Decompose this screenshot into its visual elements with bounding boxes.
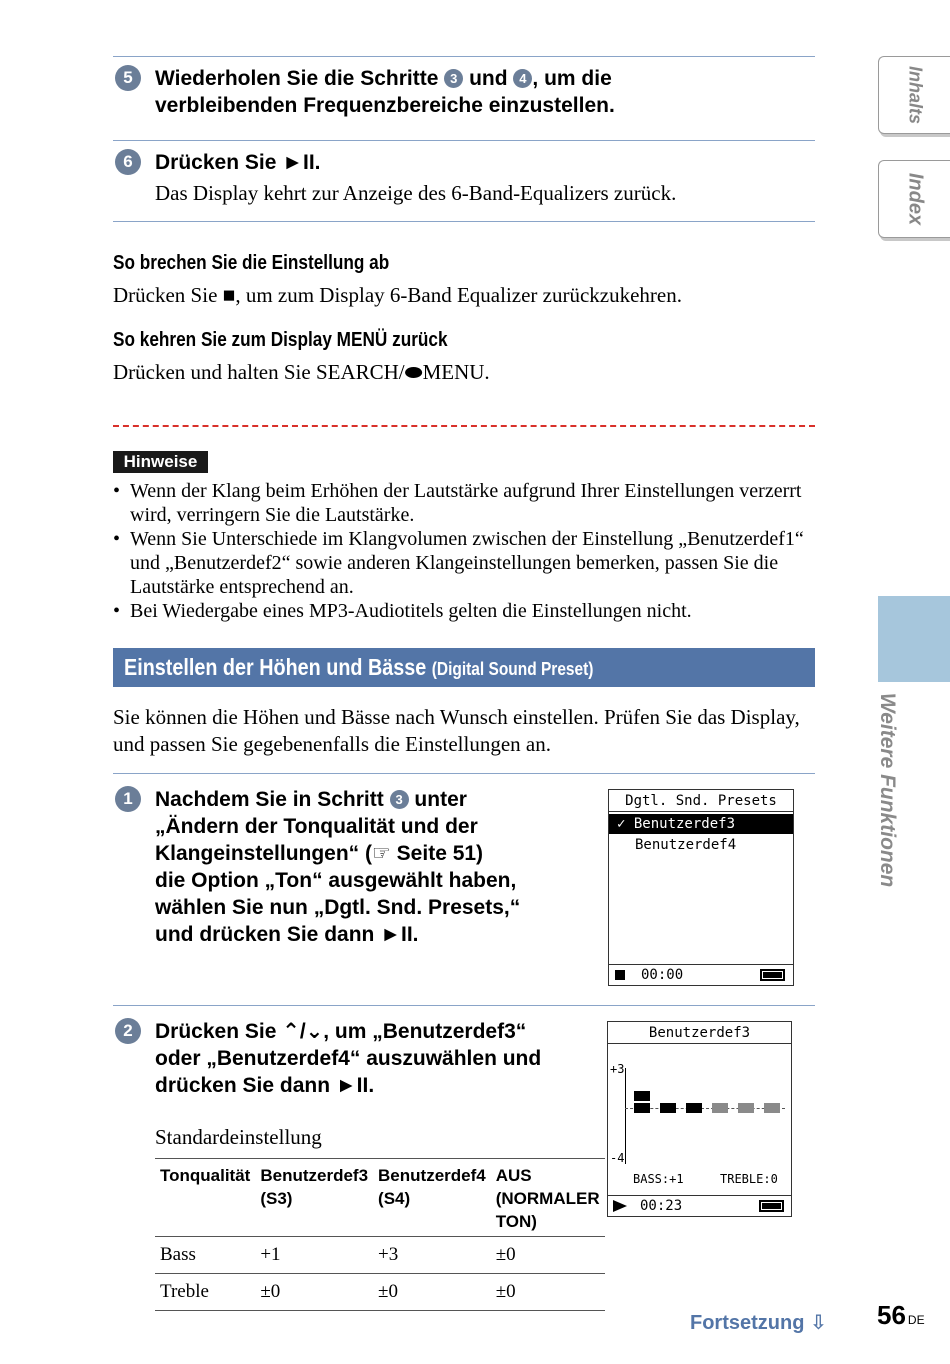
cancel-heading: So brechen Sie die Einstellung ab — [113, 252, 390, 274]
step-title — [155, 65, 615, 119]
step-title-text: Klangeinstellungen“ (☞ Seite 51) — [155, 842, 484, 865]
notes-badge: Hinweise — [113, 451, 208, 473]
display-status-bar — [608, 1195, 791, 1216]
display-title: Benutzerdef3 — [608, 1022, 791, 1044]
play-icon — [613, 1200, 627, 1212]
time-display: 00:23 — [640, 1198, 683, 1214]
step-title — [155, 1018, 541, 1099]
step-title-text: drücken Sie dann ►II. — [155, 1074, 375, 1097]
section-banner — [113, 648, 815, 687]
table-cell: +3 — [373, 1237, 491, 1274]
display-status-bar — [609, 964, 793, 985]
eq-band-block — [738, 1103, 754, 1113]
section-title — [124, 648, 593, 687]
section-side-label-text: Weitere Funktionen — [876, 692, 899, 888]
step-title-text: oder „Benutzerdef4“ auszuwählen und — [155, 1047, 542, 1070]
table-cell: ±0 — [491, 1237, 605, 1274]
eq-band-block — [712, 1103, 728, 1113]
preset-option: Benutzerdef4 — [635, 837, 737, 853]
continued-link[interactable]: Fortsetzung ⇩ — [690, 1312, 827, 1334]
contents-tab[interactable] — [878, 56, 950, 134]
divider — [113, 140, 815, 141]
section-marker — [878, 596, 950, 682]
display-equalizer — [607, 1021, 792, 1217]
index-tab-label: Index — [904, 172, 926, 226]
time-display: 00:00 — [641, 967, 684, 983]
step-body: Das Display kehrt zur Anzeige des 6-Band-Equalizers zurück. — [155, 181, 677, 205]
table-header: Benutzerdef4 (S4) — [378, 1166, 486, 1208]
eq-band-block — [634, 1103, 650, 1113]
page-number — [877, 1300, 925, 1331]
index-tab[interactable] — [878, 160, 950, 238]
step-title-text: wählen Sie nun „Dgtl. Snd. Presets,“ — [155, 896, 521, 919]
step-number: 1 — [115, 786, 141, 812]
section-subtitle: (Digital Sound Preset) — [431, 659, 594, 679]
contents-tab-label: Inhalts — [905, 65, 925, 125]
divider — [113, 221, 815, 222]
back-menu-heading: So kehren Sie zum Display MENÜ zurück — [113, 329, 448, 351]
bass-value: BASS:+1 — [633, 1172, 684, 1186]
battery-icon — [759, 1200, 784, 1212]
default-settings-table — [155, 1158, 605, 1311]
divider — [113, 1005, 815, 1006]
preset-selected: ✓ Benutzerdef3 — [609, 814, 793, 834]
table-cell: ±0 — [491, 1274, 605, 1311]
table-cell: ±0 — [373, 1274, 491, 1311]
display-presets — [608, 789, 794, 986]
eq-bars — [608, 1022, 791, 1172]
back-menu-text: Drücken und halten Sie SEARCH/⬬MENU. — [113, 360, 490, 384]
table-header: AUS (NORMALER TON) — [495, 1166, 600, 1231]
notes-list — [113, 479, 823, 623]
divider — [113, 773, 815, 774]
table-row — [155, 1274, 605, 1311]
step-title: Drücken Sie ►II. — [155, 151, 321, 174]
cancel-text: Drücken Sie ■, um zum Display 6-Band Equalizer zurückzukehren. — [113, 283, 682, 307]
eq-top-label: +3 — [610, 1062, 625, 1076]
battery-icon — [760, 969, 785, 981]
page-number-value: 56 — [877, 1300, 906, 1330]
step-ref: 3 — [390, 790, 409, 809]
table-cell: Treble — [155, 1274, 255, 1311]
step-title-text: , um die — [532, 67, 612, 90]
step-title-text: Nachdem Sie in Schritt — [155, 788, 384, 811]
default-settings-label: Standardeinstellung — [155, 1125, 322, 1149]
step-title — [155, 786, 520, 948]
step-title-text: und — [469, 67, 508, 90]
step-title-text: „Ändern der Tonqualität und der — [155, 815, 478, 838]
table-header-row — [155, 1159, 605, 1237]
display-title: Dgtl. Snd. Presets — [609, 790, 793, 812]
eq-band-block — [634, 1091, 650, 1101]
note-item: • Bei Wiedergabe eines MP3-Audiotitels gelten die Einstellungen nicht. — [113, 599, 823, 623]
step-title-text: und drücken Sie dann ►II. — [155, 923, 419, 946]
step-title-text: Drücken Sie ⌃/⌄, um „Benutzerdef3“ — [155, 1020, 527, 1043]
step-number: 6 — [115, 149, 141, 175]
step-title-text: verbleibenden Frequenzbereiche einzustellen. — [155, 94, 615, 117]
step-ref: 4 — [513, 69, 532, 88]
treble-value: TREBLE:0 — [720, 1172, 778, 1186]
notes-separator — [113, 425, 815, 427]
eq-band-block — [660, 1103, 676, 1113]
eq-band-block — [686, 1103, 702, 1113]
step-ref: 3 — [444, 69, 463, 88]
step-title-text: Wiederholen Sie die Schritte — [155, 67, 439, 90]
step-number: 5 — [115, 65, 141, 91]
step-title-text: die Option „Ton“ ausgewählt haben, — [155, 869, 517, 892]
table-cell: ±0 — [255, 1274, 373, 1311]
table-header: Benutzerdef3 (S3) — [260, 1166, 369, 1208]
table-cell: +1 — [255, 1237, 373, 1274]
note-item: • Wenn der Klang beim Erhöhen der Lautstärke aufgrund Ihrer Einstellungen verzerrt wird, verringern Sie die Lautstärke. — [113, 479, 823, 527]
table-row — [155, 1237, 605, 1274]
section-title-text: Einstellen der Höhen und Bässe — [124, 654, 427, 680]
table-cell: Bass — [155, 1237, 255, 1274]
note-item: • Wenn Sie Unterschiede im Klangvolumen zwischen der Einstellung „Benutzerdef1“ und „Benutzerdef2“ sowie anderen Klangeinstellungen bemerken, passen Sie die Lautstärke entsprechend an. — [113, 527, 823, 599]
table-header: Tonqualität — [160, 1166, 251, 1185]
eq-band-block — [764, 1103, 780, 1113]
step-title-text: unter — [414, 788, 467, 811]
stop-icon — [615, 970, 625, 980]
divider — [113, 56, 815, 57]
section-intro: Sie können die Höhen und Bässe nach Wunsch einstellen. Prüfen Sie das Display, und passen Sie gegebenenfalls die Einstellungen an. — [113, 705, 800, 756]
page-lang: DE — [907, 1313, 925, 1327]
eq-bottom-label: -4 — [610, 1151, 625, 1165]
step-number: 2 — [115, 1018, 141, 1044]
